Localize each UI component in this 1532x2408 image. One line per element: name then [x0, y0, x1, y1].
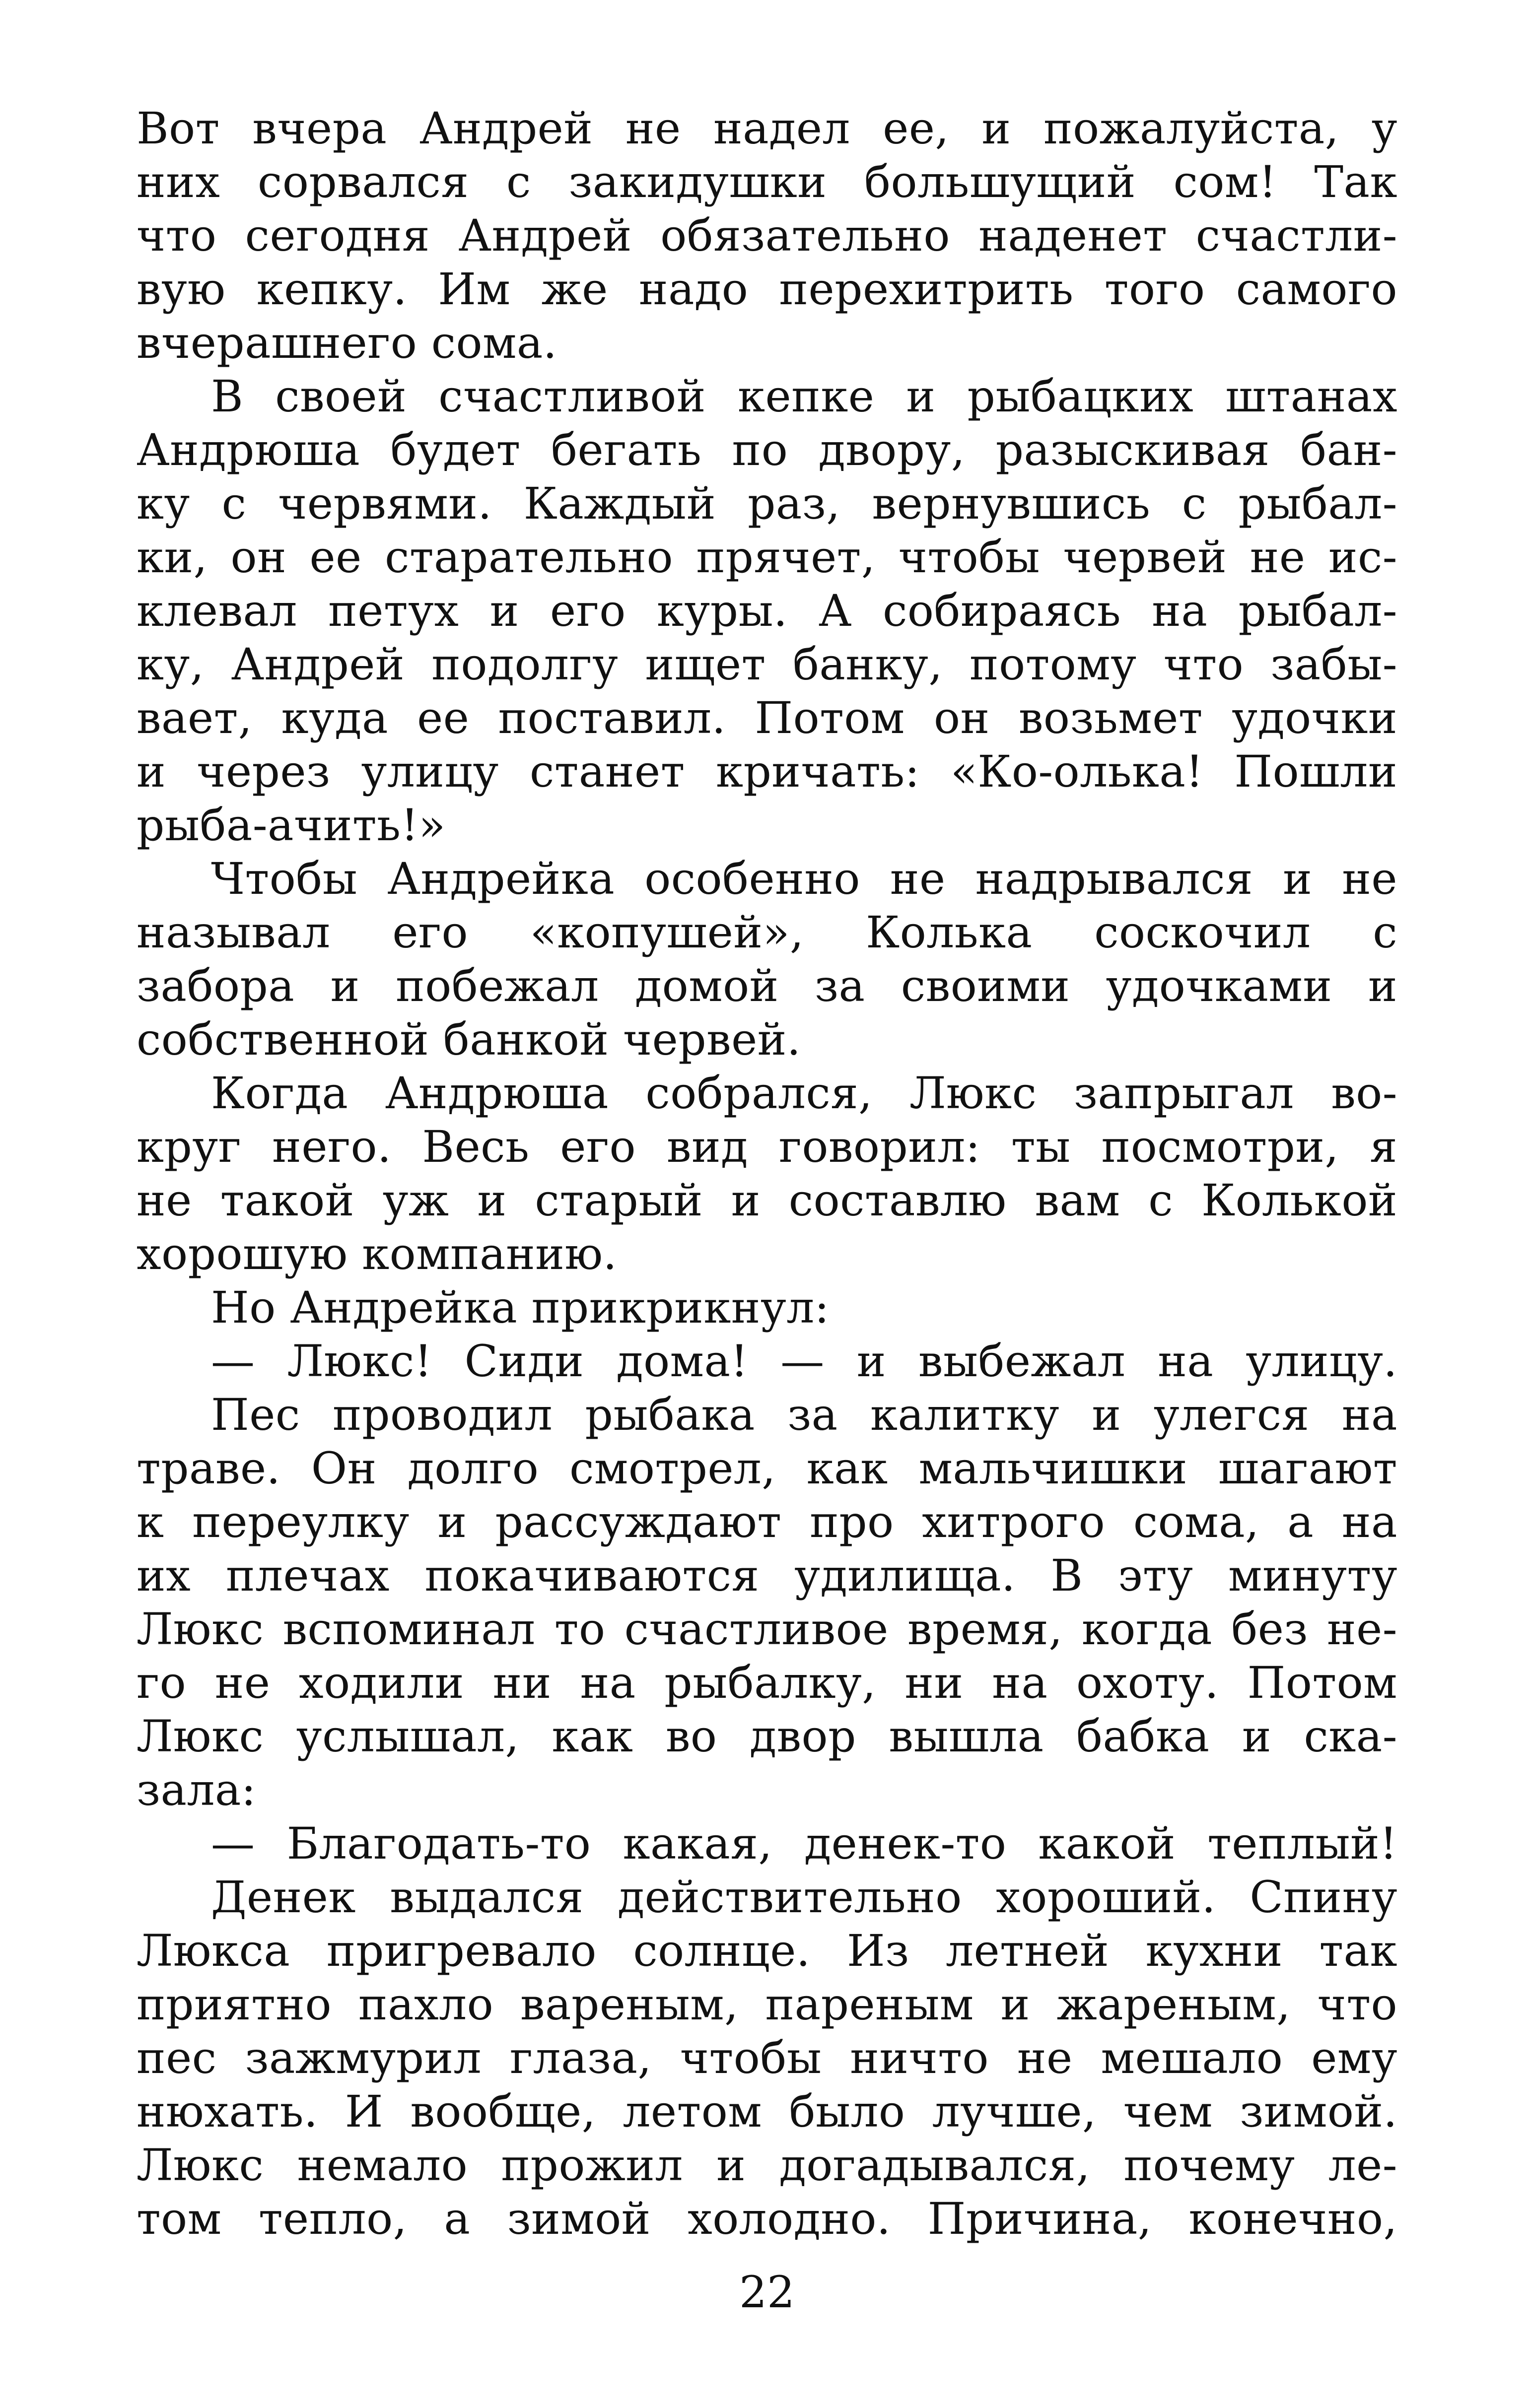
text-line: называл его «копушей», Колька соскочил с: [137, 907, 1397, 958]
text-line: к переулку и рассуждают про хитрого сома, а на: [137, 1496, 1397, 1547]
text-line: Пес проводил рыбака за калитку и улегся на: [211, 1389, 1397, 1440]
text-line: — Благодать-то какая, денек-то какой теплый!: [211, 1818, 1397, 1869]
page-number: 22: [739, 2267, 795, 2318]
text-line: забора и побежал домой за своими удочками и: [137, 960, 1397, 1011]
text-line: ку, Андрей подолгу ищет банку, потому что забы-: [137, 639, 1397, 690]
book-page: [137, 102, 1397, 2318]
text-line: го не ходили ни на рыбалку, ни на охоту. Потом: [137, 1657, 1397, 1708]
text-line: Денек выдался действительно хороший. Спину: [211, 1872, 1397, 1923]
text-line: вает, куда ее поставил. Потом он возьмет удочки: [137, 692, 1397, 743]
text-line: Когда Андрюша собрался, Люкс запрыгал во-: [211, 1068, 1397, 1119]
text-line: ки, он ее старательно прячет, чтобы червей не ис-: [137, 532, 1397, 583]
text-line: В своей счастливой кепке и рыбацких штанах: [211, 371, 1397, 422]
text-line: траве. Он долго смотрел, как мальчишки шагают: [137, 1443, 1397, 1494]
text-line: Люкса пригревало солнце. Из летней кухни так: [137, 1925, 1397, 1976]
text-line: Люкс услышал, как во двор вышла бабка и ска-: [137, 1711, 1397, 1762]
text-line: не такой уж и старый и составлю вам с Колькой: [137, 1175, 1397, 1226]
text-line: пес зажмурил глаза, чтобы ничто не мешало ему: [137, 2032, 1397, 2083]
text-line: нюхать. И вообще, летом было лучше, чем зимой.: [137, 2086, 1397, 2137]
text-line: Чтобы Андрейка особенно не надрывался и не: [211, 853, 1397, 904]
text-line: клевал петух и его куры. А собираясь на рыбал-: [137, 585, 1397, 636]
text-line: Люкс вспоминал то счастливое время, когда без не-: [137, 1604, 1397, 1655]
text-line: и через улицу станет кричать: «Ко-олька! Пошли: [137, 746, 1397, 797]
text-line: приятно пахло вареным, пареным и жареным, что: [137, 1979, 1397, 2030]
text-line: Но Андрейка прикрикнул:: [211, 1282, 830, 1333]
text-line: собственной банкой червей.: [137, 1014, 801, 1065]
text-line: что сегодня Андрей обязательно наденет счастли-: [137, 210, 1397, 261]
text-line: — Люкс! Сиди дома! — и выбежал на улицу.: [211, 1336, 1397, 1387]
text-line: Андрюша будет бегать по двору, разыскивая бан-: [137, 424, 1397, 475]
text-line: рыба-ачить!»: [137, 800, 446, 851]
text-line: ку с червями. Каждый раз, вернувшись с рыбал-: [137, 478, 1397, 529]
text-line: круг него. Весь его вид говорил: ты посмотри, я: [137, 1121, 1397, 1172]
text-line: вую кепку. Им же надо перехитрить того самого: [137, 264, 1397, 315]
text-line: Вот вчера Андрей не надел ее, и пожалуйста, у: [137, 103, 1397, 154]
text-line: Люкс немало прожил и догадывался, почему ле-: [137, 2140, 1397, 2191]
text-line: том тепло, а зимой холодно. Причина, конечно,: [137, 2193, 1397, 2244]
text-line: вчерашнего сома.: [137, 317, 557, 368]
text-line: их плечах покачиваются удилища. В эту минуту: [137, 1550, 1397, 1601]
text-line: хорошую компанию.: [137, 1228, 618, 1279]
text-line: зала:: [137, 1764, 256, 1815]
text-line: них сорвался с закидушки большущий сом! Так: [137, 156, 1397, 207]
